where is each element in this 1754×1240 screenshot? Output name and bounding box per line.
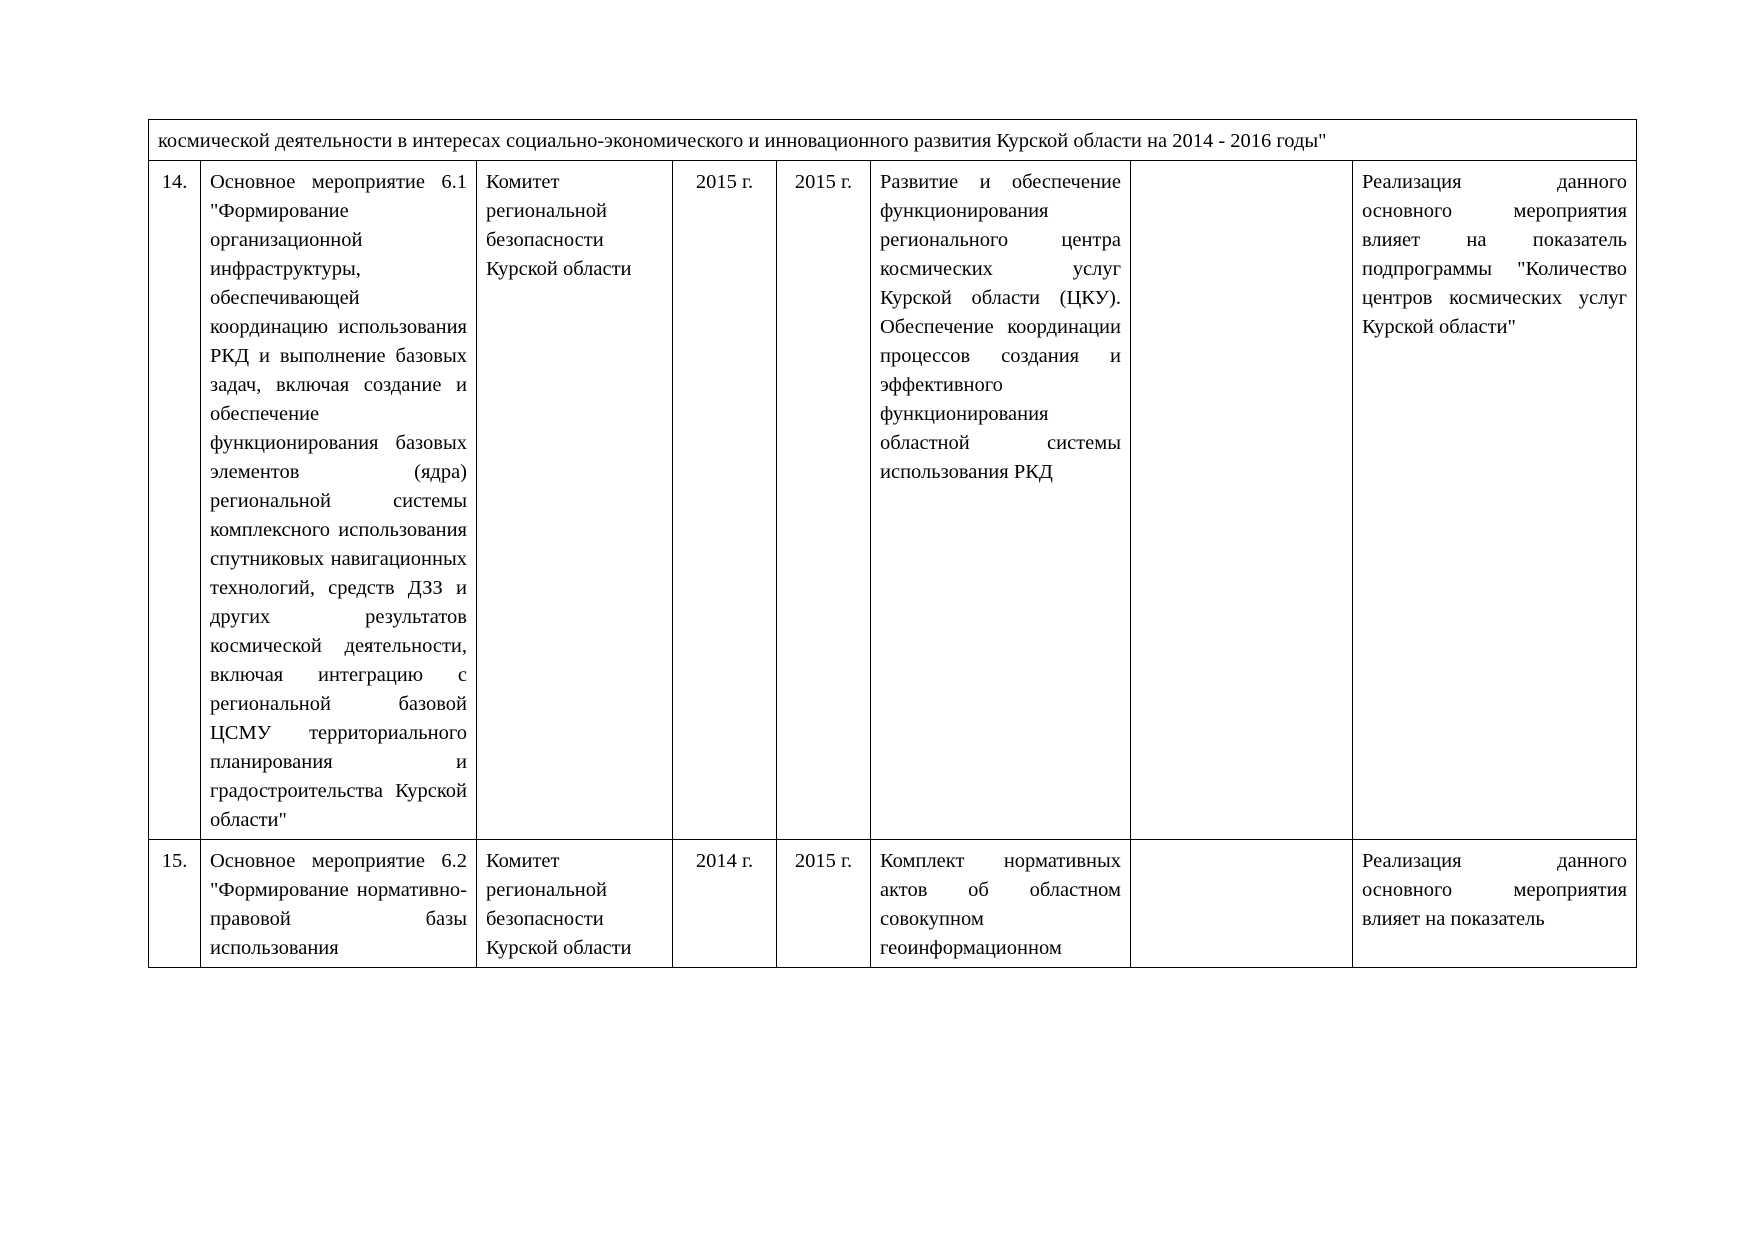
activity-linked-indicator: Реализация данного основного мероприятия влияет на показатель — [1353, 840, 1637, 968]
table-header-row — [149, 120, 1637, 161]
document-header-text: космической деятельности в интересах социально-экономического и инновационного развития Курской области на 2014 - 2016 годы" — [149, 120, 1637, 161]
activity-start-date: 2014 г. — [673, 840, 777, 968]
activity-name: Основное мероприятие 6.1 "Формирование организационной инфраструктуры, обеспечивающей координацию использования РКД и выполнение базовых задач, включая создание и обеспечение функционирования базовых элементов (ядра) региональной системы комплексного использования спутниковых навигационных технологий, средств ДЗЗ и других результатов космической деятельности, включая интеграцию с региональной базовой ЦСМУ территориального планирования и градостроительства Курской области" — [201, 161, 477, 840]
table-row — [149, 161, 1637, 840]
activity-name: Основное мероприятие 6.2 "Формирование нормативно-правовой базы использования — [201, 840, 477, 968]
activity-empty-cell — [1131, 161, 1353, 840]
activity-end-date: 2015 г. — [777, 161, 871, 840]
activity-start-date: 2015 г. — [673, 161, 777, 840]
activity-result: Развитие и обеспечение функционирования регионального центра космических услуг Курской области (ЦКУ). Обеспечение координации процессов создания и эффективного функционирования областной системы использования РКД — [871, 161, 1131, 840]
activity-result: Комплект нормативных актов об областном совокупном геоинформационном — [871, 840, 1131, 968]
table-row — [149, 840, 1637, 968]
activity-executor: Комитет региональной безопасности Курской области — [477, 840, 673, 968]
program-activities-table — [148, 119, 1637, 968]
row-number: 15. — [149, 840, 201, 968]
row-number: 14. — [149, 161, 201, 840]
activity-empty-cell — [1131, 840, 1353, 968]
activity-end-date: 2015 г. — [777, 840, 871, 968]
activity-executor: Комитет региональной безопасности Курской области — [477, 161, 673, 840]
activity-linked-indicator: Реализация данного основного мероприятия влияет на показатель подпрограммы "Количество центров космических услуг Курской области" — [1353, 161, 1637, 840]
